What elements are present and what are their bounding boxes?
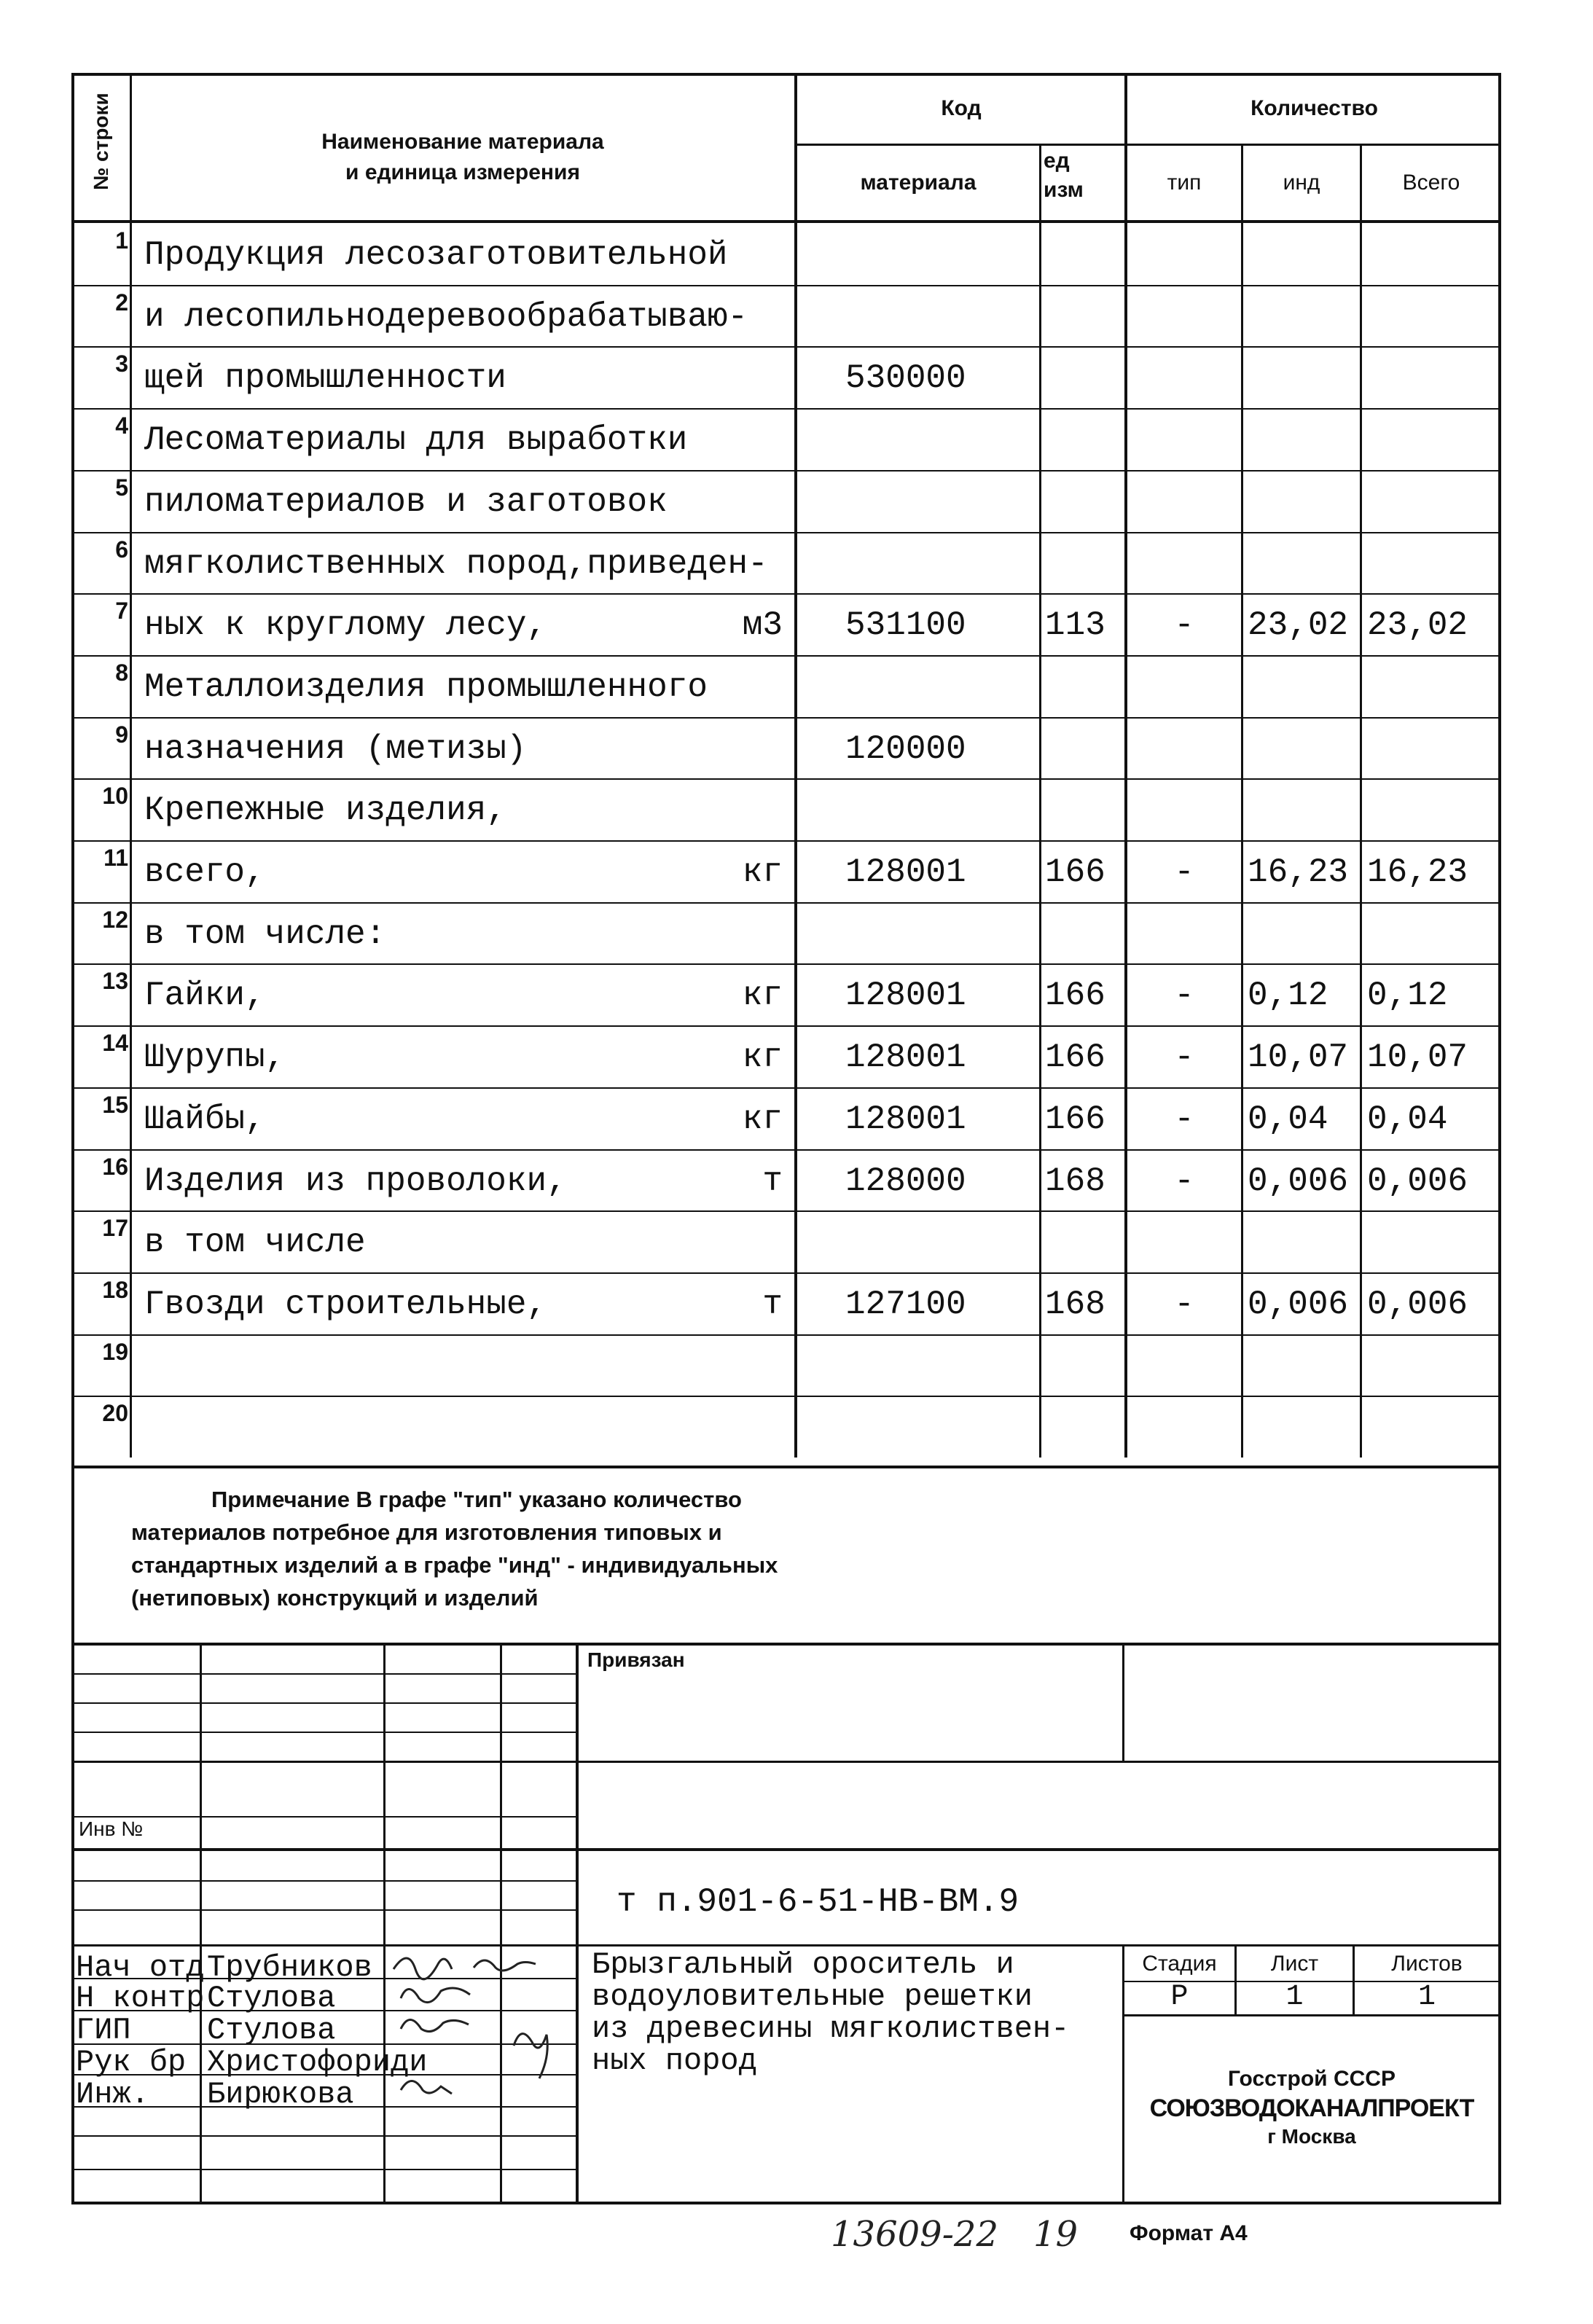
material-name: ных к круглому лесу, — [144, 606, 547, 645]
material-name: и лесопильнодеревообрабатываю- — [144, 297, 748, 336]
stage-value: Р — [1170, 1981, 1189, 2014]
stamp-top-line — [71, 1643, 1501, 1646]
qty-ind: 0,006 — [1248, 1285, 1349, 1323]
row-divider — [71, 717, 1501, 719]
material-name: всего, — [144, 853, 265, 891]
org-line-1: Госстрой СССР — [1228, 2067, 1396, 2091]
stamp-grid-h2 — [71, 1702, 576, 1704]
qty-total: 10,07 — [1367, 1038, 1468, 1077]
quantity-header: Количество — [1250, 96, 1378, 120]
org-line-3: г Москва — [1267, 2125, 1356, 2148]
unit-of-measure: кг — [742, 1100, 783, 1138]
material-code: 531100 — [845, 606, 966, 645]
title-line-4: ных пород — [592, 2043, 757, 2078]
stamp-grid-h5 — [71, 1816, 576, 1818]
unit-of-measure: т — [762, 1162, 783, 1200]
org-line-2: СОЮЗВОДОКАНАЛПРОЕКТ — [1149, 2094, 1474, 2122]
material-name: Металлоизделия промышленного — [144, 668, 708, 706]
row-divider — [71, 1025, 1501, 1027]
material-code: 120000 — [845, 729, 966, 768]
qty-total: 0,12 — [1367, 977, 1448, 1015]
qty-total: 16,23 — [1367, 853, 1468, 891]
row-number: 13 — [102, 968, 128, 995]
qty-ind: 0,12 — [1248, 977, 1328, 1015]
stage-label: Стадия — [1142, 1952, 1217, 1976]
qty-type-header: тип — [1167, 171, 1202, 195]
qty-ind: 0,006 — [1248, 1162, 1349, 1200]
stamp-bottom-line — [71, 2202, 1501, 2204]
qty-total-header: Всего — [1402, 171, 1460, 195]
row-number: 9 — [115, 721, 128, 748]
unit-of-measure: кг — [742, 853, 783, 891]
staff-role-3: ГИП — [76, 2013, 131, 2048]
row-divider — [71, 1210, 1501, 1212]
row-divider — [71, 470, 1501, 472]
stamp-grid-h16 — [71, 2169, 576, 2170]
material-name: в том числе: — [144, 915, 386, 953]
stamp-grid-h1 — [71, 1673, 576, 1675]
sheet-label: Лист — [1270, 1952, 1319, 1976]
header-bottom-line — [71, 220, 1501, 223]
material-name: Шайбы, — [144, 1100, 265, 1138]
sheets-value: 1 — [1417, 1981, 1436, 2014]
code-material-header: материала — [860, 171, 976, 195]
stamp-grid-v3 — [500, 1643, 502, 2202]
row-divider — [71, 346, 1501, 348]
qty-ind: 23,02 — [1248, 606, 1349, 645]
row-number: 7 — [115, 598, 128, 625]
row-number: 8 — [115, 659, 128, 686]
code-header: Код — [941, 96, 982, 120]
row-divider — [71, 1149, 1501, 1151]
col-line-ind — [1360, 144, 1362, 1458]
material-name: в том числе — [144, 1224, 366, 1262]
qty-type: - — [1174, 1038, 1194, 1077]
row-divider — [71, 408, 1501, 410]
stamp-grid-h8 — [71, 1909, 576, 1911]
row-number: 11 — [103, 845, 128, 871]
col-line-num — [130, 73, 132, 1458]
staff-role-5: Инж. — [76, 2077, 149, 2112]
row-number: 20 — [102, 1400, 128, 1427]
stamp-grid-v2 — [383, 1643, 385, 2202]
row-number: 6 — [115, 536, 128, 563]
title-line-3: из древесины мягколиствен- — [592, 2011, 1070, 2046]
material-name: мягколиственных пород,приведен- — [144, 544, 768, 583]
row-number: 1 — [115, 227, 128, 254]
qty-total: 23,02 — [1367, 606, 1468, 645]
stage-h-2 — [1122, 2014, 1501, 2016]
row-number: 3 — [115, 351, 128, 377]
staff-role-2: Н контр — [76, 1981, 205, 2016]
stamp-grid-v1 — [200, 1643, 202, 2202]
material-name: Шурупы, — [144, 1038, 286, 1077]
unit-of-measure: т — [762, 1285, 783, 1323]
staff-name-3: Стулова — [207, 2013, 336, 2048]
unit-code: 166 — [1045, 1100, 1105, 1138]
material-name: пиломатериалов и заготовок — [144, 482, 668, 521]
name-header-line1: Наименование материала — [321, 130, 604, 154]
qty-ind: 10,07 — [1248, 1038, 1349, 1077]
unit-code: 166 — [1045, 853, 1105, 891]
unit-of-measure: кг — [742, 977, 783, 1015]
col-line-unit — [1124, 73, 1127, 1458]
sheets-label: Листов — [1391, 1952, 1463, 1976]
unit-code: 113 — [1045, 606, 1105, 645]
sheet-value: 1 — [1285, 1981, 1304, 2014]
row-number: 14 — [102, 1030, 128, 1057]
privyazan-label: Привязан — [587, 1648, 685, 1671]
material-code: 128001 — [845, 977, 966, 1015]
row-divider — [71, 1396, 1501, 1397]
stamp-grid-h9 — [71, 1944, 1501, 1947]
qty-type: - — [1174, 1100, 1194, 1138]
code-unit-header-2: изм — [1044, 178, 1084, 202]
note-line-3: стандартных изделий а в графе "инд" - индивидуальных — [131, 1552, 778, 1578]
row-number: 16 — [102, 1153, 128, 1180]
note-line-4: (нетиповых) конструкций и изделий — [131, 1585, 539, 1611]
staff-name-2: Стулова — [207, 1981, 336, 2016]
row-number: 17 — [102, 1215, 128, 1242]
title-line-1: Брызгальный ороситель и — [592, 1947, 1014, 1982]
material-name: Лесоматериалы для выработки — [144, 421, 688, 460]
material-code: 128000 — [845, 1162, 966, 1200]
row-number: 10 — [102, 783, 128, 810]
qty-total: 0,04 — [1367, 1100, 1448, 1138]
title-line-2: водоуловительные решетки — [592, 1979, 1033, 2014]
unit-code: 166 — [1045, 977, 1105, 1015]
col-line-code — [1039, 144, 1041, 1458]
stamp-grid-h6 — [71, 1848, 1501, 1851]
material-code: 128001 — [845, 853, 966, 891]
unit-of-measure: м3 — [742, 606, 783, 645]
staff-role-1: Нач отд — [76, 1950, 205, 1985]
unit-of-measure: кг — [742, 1038, 783, 1077]
staff-name-4: Христофориди — [207, 2045, 428, 2080]
qty-type: - — [1174, 977, 1194, 1015]
stamp-grid-v4 — [576, 1643, 579, 2202]
row-divider — [71, 593, 1501, 595]
row-divider — [71, 1272, 1501, 1274]
material-code: 128001 — [845, 1100, 966, 1138]
row-divider — [71, 1087, 1501, 1089]
stamp-grid-h7 — [71, 1880, 576, 1882]
signatures-icon — [386, 1947, 576, 2115]
row-divider — [71, 963, 1501, 965]
document-code: т п.901-6-51-НВ-ВМ.9 — [617, 1883, 1019, 1921]
material-name: Гайки, — [144, 977, 265, 1015]
privyazan-divider — [1122, 1643, 1124, 1761]
inv-no-label: Инв № — [79, 1818, 144, 1840]
stamp-grid-h3 — [71, 1732, 576, 1733]
row-number: 12 — [102, 906, 128, 933]
code-unit-header-1: ед — [1044, 149, 1070, 173]
handwritten-number: 13609-22 — [831, 2214, 998, 2255]
row-number-header: № строки — [90, 93, 112, 190]
material-name: назначения (метизы) — [144, 729, 527, 768]
staff-name-1: Трубников — [207, 1950, 372, 1985]
row-number: 5 — [115, 474, 128, 501]
unit-code: 168 — [1045, 1285, 1105, 1323]
material-name: Изделия из проволоки, — [144, 1162, 567, 1200]
stamp-grid-h4 — [71, 1761, 1501, 1763]
qty-type: - — [1174, 853, 1194, 891]
stamp-grid-h15 — [71, 2135, 576, 2137]
staff-name-5: Бирюкова — [207, 2077, 354, 2112]
col-line-tip — [1241, 144, 1243, 1458]
qty-ind: 0,04 — [1248, 1100, 1328, 1138]
material-code: 127100 — [845, 1285, 966, 1323]
stamp-left-border — [71, 1468, 74, 2204]
col-line-name — [794, 73, 797, 1458]
row-divider — [71, 532, 1501, 533]
material-name: Гвозди строительные, — [144, 1285, 547, 1323]
note-line-2: материалов потребное для изготовления типовых и — [131, 1519, 722, 1545]
row-divider — [71, 778, 1501, 780]
qty-total: 0,006 — [1367, 1285, 1468, 1323]
name-header-line2: и единица измерения — [345, 160, 580, 184]
row-divider — [71, 840, 1501, 842]
unit-code: 166 — [1045, 1038, 1105, 1077]
row-number: 18 — [102, 1276, 128, 1303]
material-name: Крепежные изделия, — [144, 791, 506, 830]
material-name: щей промышленности — [144, 359, 506, 398]
row-divider — [71, 902, 1501, 904]
row-divider — [71, 1334, 1501, 1336]
header-divider-code — [794, 144, 1501, 146]
qty-total: 0,006 — [1367, 1162, 1468, 1200]
unit-code: 168 — [1045, 1162, 1105, 1200]
row-divider — [71, 285, 1501, 286]
qty-type: - — [1174, 1162, 1194, 1200]
material-name: Продукция лесозаготовительной — [144, 236, 728, 274]
qty-type: - — [1174, 606, 1194, 645]
row-divider — [71, 655, 1501, 657]
note-line-1: Примечание В графе "тип" указано количество — [211, 1487, 742, 1512]
qty-type: - — [1174, 1285, 1194, 1323]
qty-ind-header: инд — [1283, 171, 1320, 195]
page-number: 19 — [1033, 2214, 1079, 2255]
row-number: 19 — [102, 1338, 128, 1365]
row-number: 4 — [115, 412, 128, 439]
staff-role-4: Рук бр — [76, 2045, 187, 2080]
material-code: 128001 — [845, 1038, 966, 1077]
format-label: Формат А4 — [1130, 2221, 1248, 2245]
material-code: 530000 — [845, 359, 966, 398]
row-number: 2 — [115, 289, 128, 316]
row-number: 15 — [102, 1091, 128, 1118]
qty-ind: 16,23 — [1248, 853, 1349, 891]
